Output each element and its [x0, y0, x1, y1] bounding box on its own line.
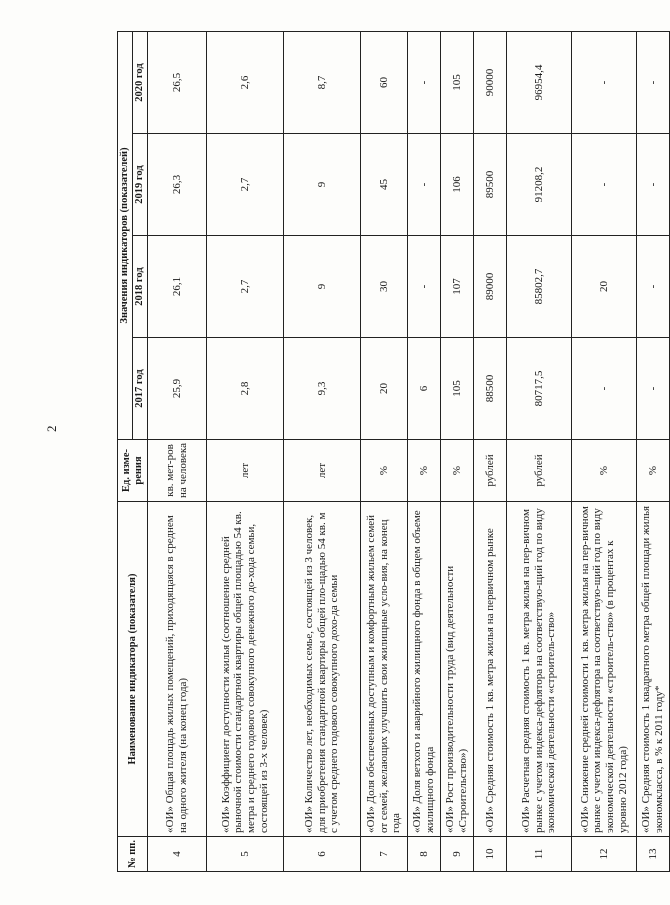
row-value-2018: 20 [572, 236, 637, 338]
header-values-group: Значения индикаторов (показателей) [118, 32, 133, 440]
row-value-2017: 9,3 [284, 338, 361, 440]
row-value-2018: 89000 [474, 236, 507, 338]
table-row [474, 32, 507, 872]
row-value-2019: - [408, 134, 441, 236]
row-unit: % [637, 440, 670, 502]
rotated-table-container [117, 32, 666, 872]
row-value-2020: 2,6 [207, 32, 284, 134]
row-name: «ОИ» Доля обеспеченных доступным и комфортным жильем семей от семей, желающих улучшить свои жилищные усло-вия, на конец года [361, 502, 408, 837]
table-row [441, 32, 474, 872]
row-name: «ОИ» Средняя стоимость 1 квадратного метра общей площади жилья экономкласса, в % к 2011 году* [637, 502, 670, 837]
row-value-2019: 2,7 [207, 134, 284, 236]
header-year-2020: 2020 год [133, 32, 148, 134]
header-num: № пп. [118, 837, 148, 872]
row-value-2017: 6 [408, 338, 441, 440]
row-unit: % [408, 440, 441, 502]
row-value-2020: 96954,4 [507, 32, 572, 134]
row-name: «ОИ» Средняя стоимость 1 кв. метра жилья на первичном рынке [474, 502, 507, 837]
row-value-2018: - [637, 236, 670, 338]
row-value-2019: - [637, 134, 670, 236]
row-value-2020: 60 [361, 32, 408, 134]
row-value-2017: 25,9 [148, 338, 207, 440]
row-unit: лет [284, 440, 361, 502]
header-year-2019: 2019 год [133, 134, 148, 236]
row-value-2017: 105 [441, 338, 474, 440]
row-value-2020: 105 [441, 32, 474, 134]
row-name: «ОИ» Рост производительности труда (вид деятельности «Строительство») [441, 502, 474, 837]
row-name: «ОИ» Расчетная средняя стоимость 1 кв. метра жилья на пер-вичном рынке с учетом индекса-дефлятора на соответствую-щий год по виду экономической деятельности «строитель-ство» [507, 502, 572, 837]
row-value-2019: 89500 [474, 134, 507, 236]
row-name: «ОИ» Количество лет, необходимых семье, состоящей из 3 человек, для приобретения стандартной квартиры общей пло-щадью 54 кв. м с учетом среднего годового совокупного дохо-да семьи [284, 502, 361, 837]
row-value-2017: 88500 [474, 338, 507, 440]
row-value-2020: 26,5 [148, 32, 207, 134]
table-row [408, 32, 441, 872]
row-value-2020: 90000 [474, 32, 507, 134]
header-name: Наименование индикатора (показателя) [118, 502, 148, 837]
row-value-2017: 80717,5 [507, 338, 572, 440]
table-row [207, 32, 284, 872]
row-value-2017: - [637, 338, 670, 440]
indicators-table [117, 31, 670, 872]
row-value-2017: 20 [361, 338, 408, 440]
row-name: «ОИ» Общая площадь жилых помещений, приходящаяся в среднем на одного жителя (на конец года) [148, 502, 207, 837]
row-value-2019: 9 [284, 134, 361, 236]
row-value-2019: - [572, 134, 637, 236]
row-value-2017: - [572, 338, 637, 440]
table-row [284, 32, 361, 872]
row-num: 5 [207, 837, 284, 872]
row-value-2018: 9 [284, 236, 361, 338]
row-value-2018: 30 [361, 236, 408, 338]
table-row [361, 32, 408, 872]
table-row [637, 32, 670, 872]
page-number: 2 [44, 425, 59, 432]
row-value-2018: 85802,7 [507, 236, 572, 338]
table-row [148, 32, 207, 872]
row-value-2019: 91208,2 [507, 134, 572, 236]
row-unit: % [361, 440, 408, 502]
row-name: «ОИ» Доля ветхого и аварийного жилищного фонда в общем объеме жилищного фонда [408, 502, 441, 837]
row-value-2018: 26,1 [148, 236, 207, 338]
row-num: 7 [361, 837, 408, 872]
row-num: 11 [507, 837, 572, 872]
row-value-2019: 26,3 [148, 134, 207, 236]
row-unit: кв. мет-ров на человека [148, 440, 207, 502]
row-unit: рублей [474, 440, 507, 502]
row-num: 6 [284, 837, 361, 872]
row-name: «ОИ» Снижение средней стоимости 1 кв. метра жилья на пер-вичном рынке с учетом индекса-дефлятора на соответствую-щий год по виду экономической деятельности «строитель-ство» (в процентах к уровню 2012 года) [572, 502, 637, 837]
row-num: 13 [637, 837, 670, 872]
row-num: 9 [441, 837, 474, 872]
row-value-2018: 107 [441, 236, 474, 338]
header-unit: Ед. изме-рения [118, 440, 148, 502]
row-value-2018: 2,7 [207, 236, 284, 338]
row-name: «ОИ» Коэффициент доступности жилья (соотношение средней рыночной стоимости стандартной квартиры общей площадью 54 кв. метра и среднего годового совокупного денежного до-хода семьи, состоящей из 3-х человек) [207, 502, 284, 837]
row-num: 10 [474, 837, 507, 872]
row-unit: % [572, 440, 637, 502]
table-row [507, 32, 572, 872]
row-value-2020: 8,7 [284, 32, 361, 134]
row-value-2020: - [572, 32, 637, 134]
row-unit: % [441, 440, 474, 502]
header-year-2017: 2017 год [133, 338, 148, 440]
row-value-2019: 106 [441, 134, 474, 236]
row-value-2020: - [408, 32, 441, 134]
table-row [572, 32, 637, 872]
header-year-2018: 2018 год [133, 236, 148, 338]
row-value-2020: - [637, 32, 670, 134]
row-value-2018: - [408, 236, 441, 338]
row-value-2017: 2,8 [207, 338, 284, 440]
row-unit: рублей [507, 440, 572, 502]
row-num: 12 [572, 837, 637, 872]
row-num: 8 [408, 837, 441, 872]
row-value-2019: 45 [361, 134, 408, 236]
row-unit: лет [207, 440, 284, 502]
row-num: 4 [148, 837, 207, 872]
